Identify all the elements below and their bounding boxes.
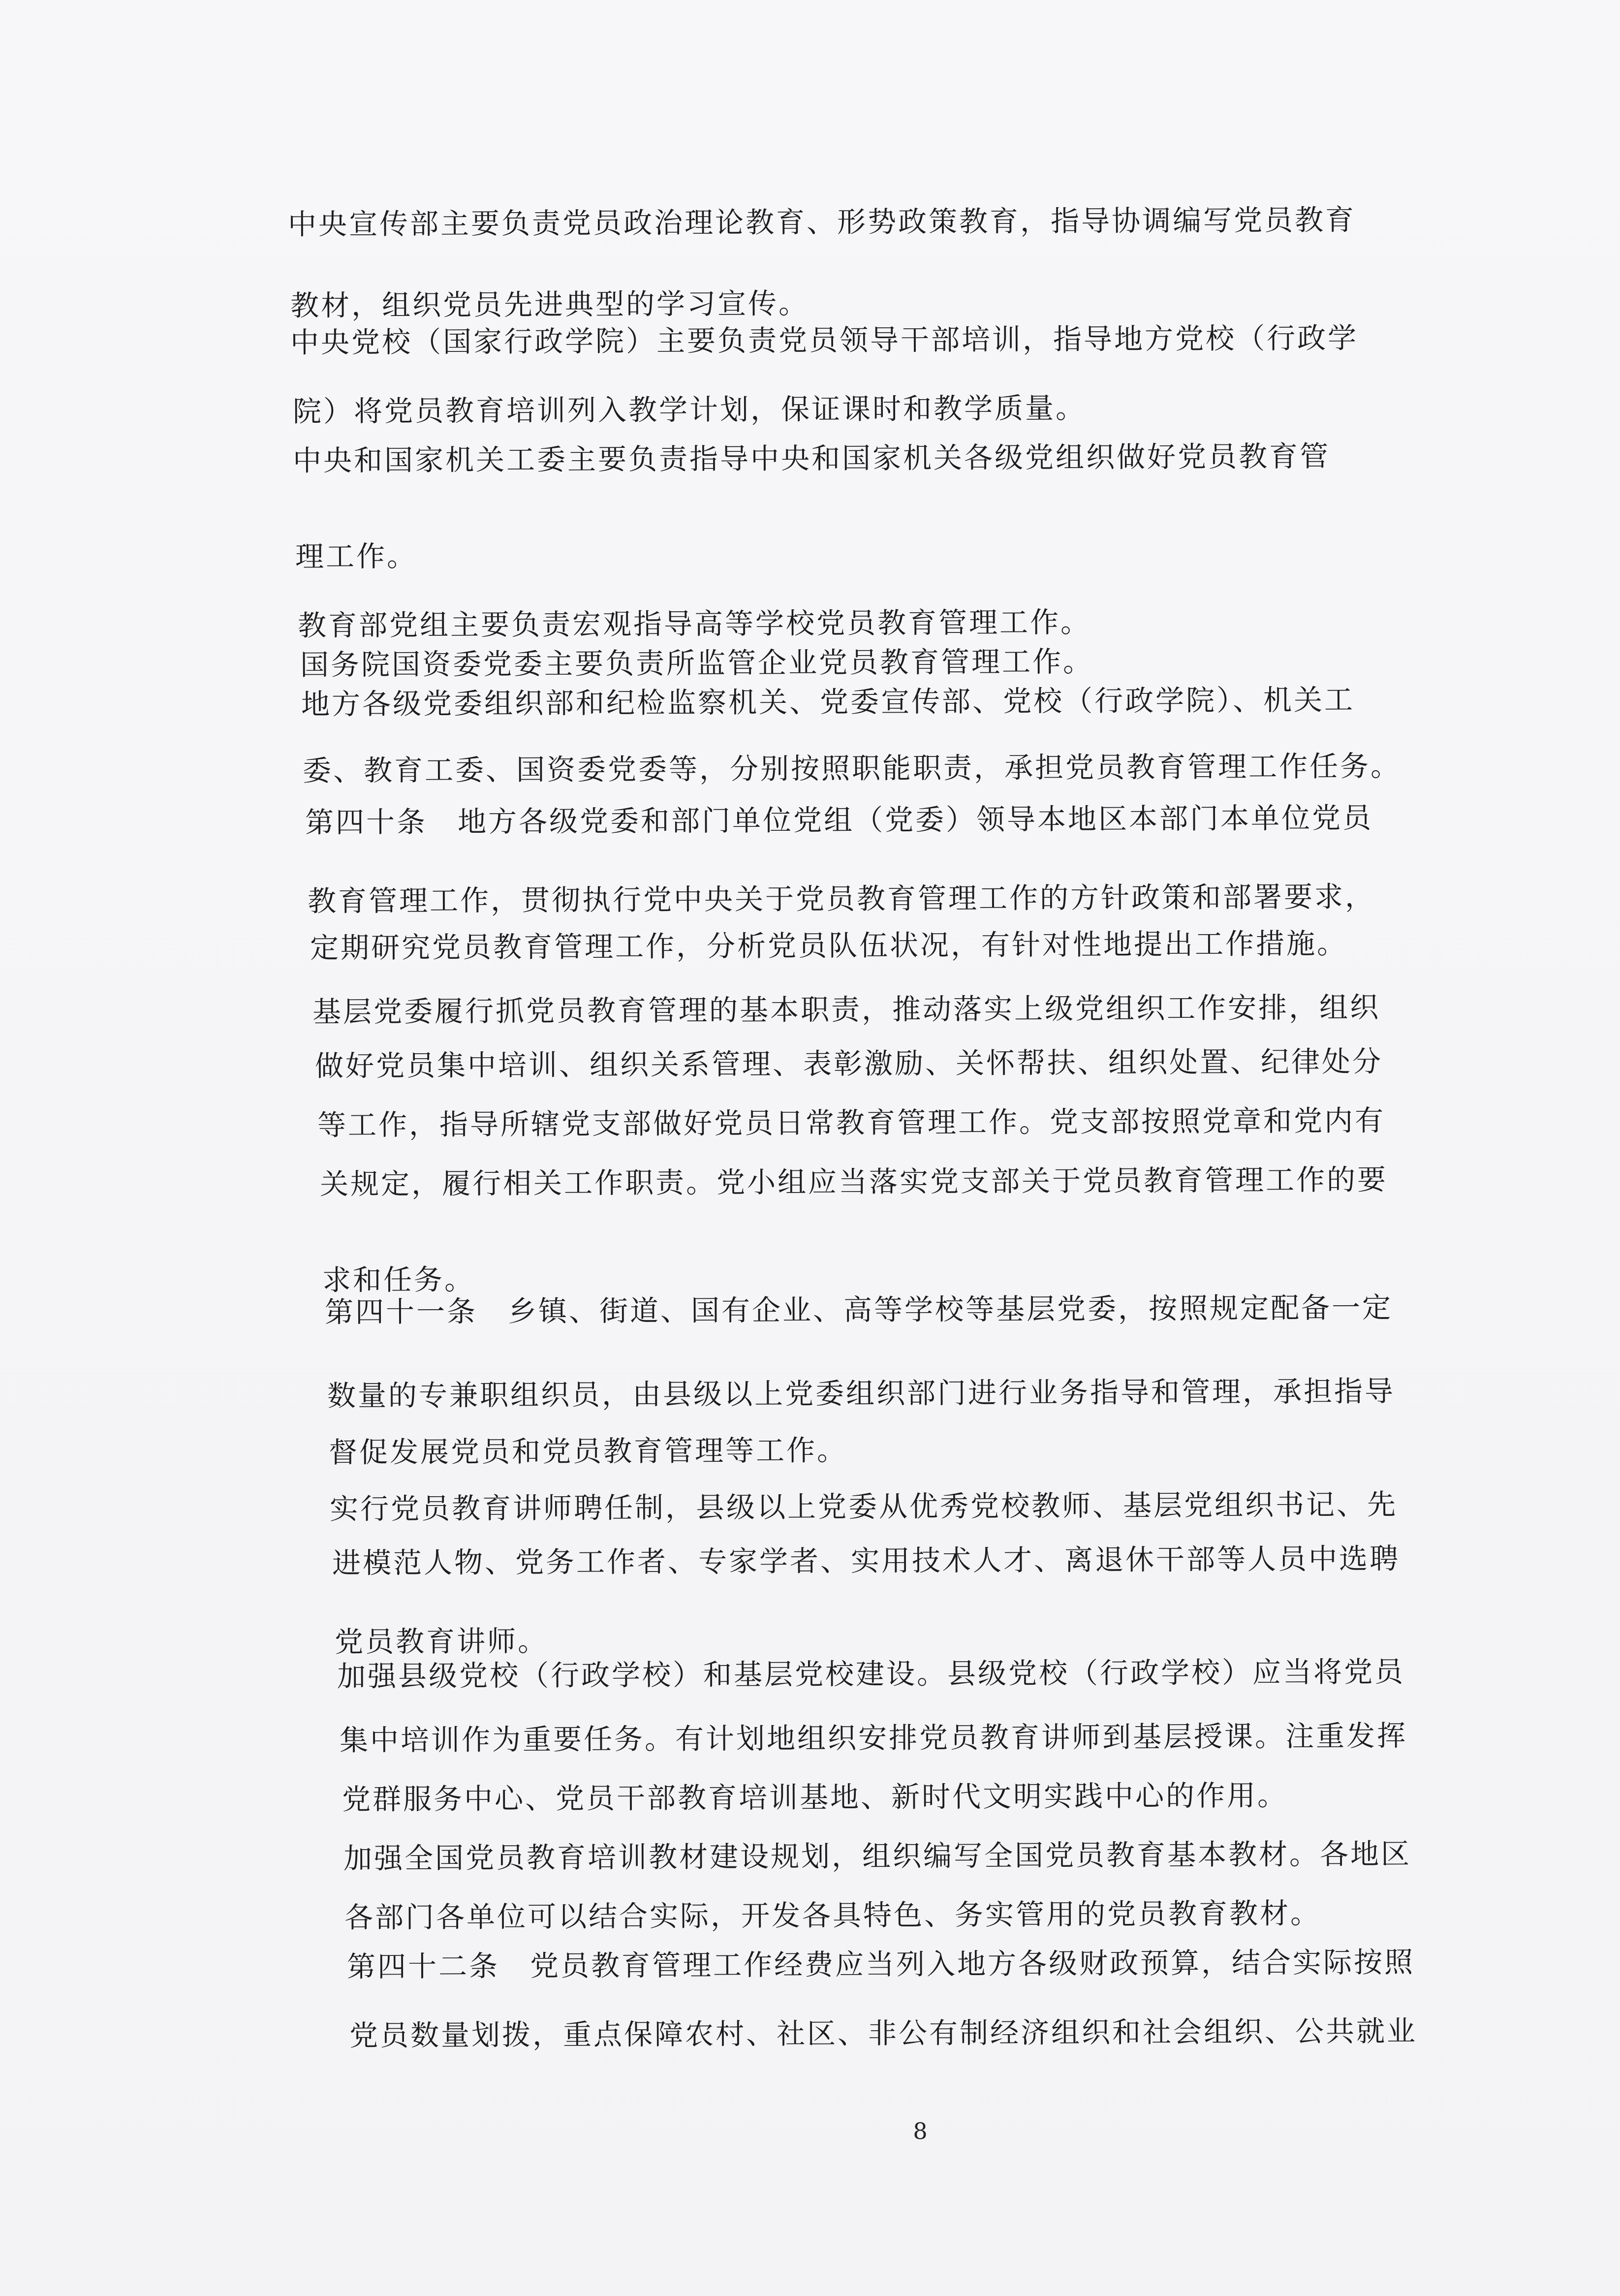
text-line: 教育管理工作，贯彻执行党中央关于党员教育管理工作的方针政策和部署要求， xyxy=(307,880,1376,918)
text-line: 各部门各单位可以结合实际，开发各具特色、务实管用的党员教育教材。 xyxy=(344,1896,1321,1934)
page-number: 8 xyxy=(913,2118,928,2144)
text-line: 等工作，指导所辖党支部做好党员日常教育管理工作。党支部按照党章和党内有 xyxy=(317,1103,1386,1142)
text-line: 中央党校（国家行政学院）主要负责党员领导干部培训，指导地方党校（行政学 xyxy=(290,321,1359,359)
text-line: 督促发展党员和党员教育管理等工作。 xyxy=(328,1433,848,1469)
text-line: 加强县级党校（行政学校）和基层党校建设。县级党校（行政学校）应当将党员 xyxy=(337,1655,1405,1693)
text-line: 第四十一条 乡镇、街道、国有企业、高等学校等基层党委，按照规定配备一定 xyxy=(324,1290,1393,1329)
text-line: 教材，组织党员先进典型的学习宣传。 xyxy=(290,286,810,322)
text-line: 国务院国资委党委主要负责所监管企业党员教育管理工作。 xyxy=(300,644,1094,682)
text-line: 理工作。 xyxy=(295,539,418,573)
text-line: 基层党委履行抓党员教育管理的基本职责，推动落实上级党组织工作安排，组织 xyxy=(312,990,1381,1029)
text-line: 集中培训作为重要任务。有计划地组织安排党员教育讲师到基层授课。注重发挥 xyxy=(339,1719,1408,1757)
text-line: 关规定，履行相关工作职责。党小组应当落实党支部关于党员教育管理工作的要 xyxy=(319,1163,1388,1201)
text-line: 加强全国党员教育培训教材建设规划，组织编写全国党员教育基本教材。各地区 xyxy=(343,1837,1412,1875)
text-line: 求和任务。 xyxy=(322,1262,475,1297)
text-line: 地方各级党委组织部和纪检监察机关、党委宣传部、党校（行政学院）、机关工 xyxy=(301,683,1355,721)
text-line: 做好党员集中培训、组织关系管理、表彰激励、关怀帮扶、组织处置、纪律处分 xyxy=(314,1044,1383,1083)
text-line: 第四十条 地方各级党委和部门单位党组（党委）领导本地区本部门本单位党员 xyxy=(305,801,1373,839)
text-line: 委、教育工委、国资委党委等，分别按照职能职责，承担党员教育管理工作任务。 xyxy=(302,749,1402,787)
text-line: 进模范人物、党务工作者、专家学者、实用技术人才、离退休干部等人员中选聘 xyxy=(332,1541,1401,1580)
text-line: 实行党员教育讲师聘任制，县级以上党委从优秀党校教师、基层党组织书记、先 xyxy=(329,1487,1398,1526)
text-line: 第四十二条 党员教育管理工作经费应当列入地方各级财政预算，结合实际按照 xyxy=(346,1945,1415,1983)
text-line: 数量的专兼职组织员，由县级以上党委组织部门进行业务指导和管理，承担指导 xyxy=(327,1374,1396,1413)
text-line: 定期研究党员教育管理工作，分析党员队伍状况，有针对性地提出工作措施。 xyxy=(310,926,1348,965)
text-line: 党员数量划拨，重点保障农村、社区、非公有制经济组织和社会组织、公共就业 xyxy=(349,2014,1418,2052)
text-line: 中央和国家机关工委主要负责指导中央和国家机关各级党组织做好党员教育管 xyxy=(292,439,1331,477)
text-line: 党员教育讲师。 xyxy=(334,1624,549,1659)
text-line: 中央宣传部主要负责党员政治理论教育、形势政策教育，指导协调编写党员教育 xyxy=(287,203,1356,241)
text-line: 教育部党组主要负责宏观指导高等学校党员教育管理工作。 xyxy=(297,605,1091,642)
text-line: 党群服务中心、党员干部教育培训基地、新时代文明实践中心的作用。 xyxy=(342,1778,1288,1816)
text-line: 院）将党员教育培训列入教学计划，保证课时和教学质量。 xyxy=(292,391,1087,428)
